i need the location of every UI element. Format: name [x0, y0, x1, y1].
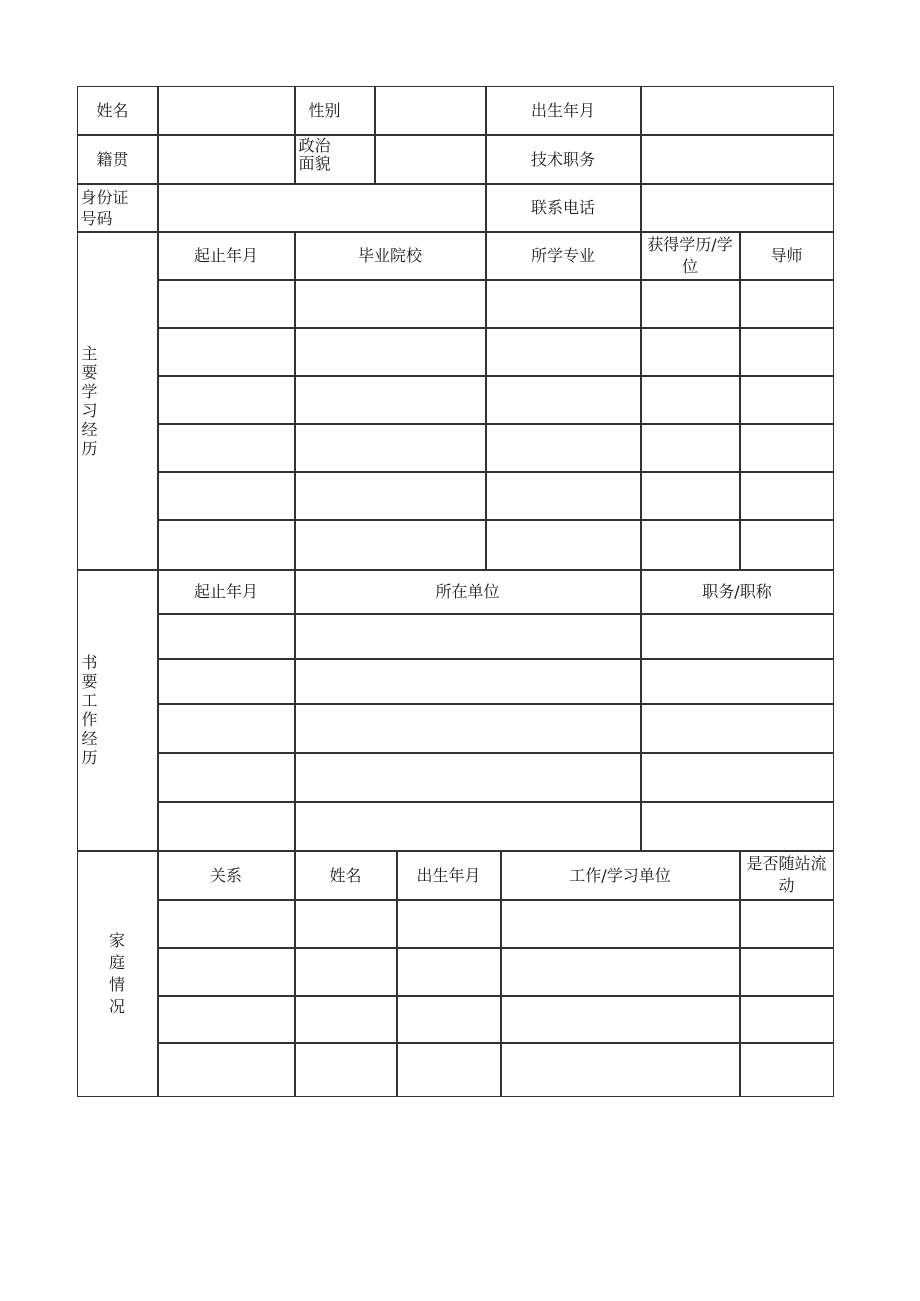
- study-row-4-cell-2[interactable]: [295, 424, 486, 472]
- family-header-birth: [397, 851, 501, 900]
- tech-title-field[interactable]: [641, 135, 834, 184]
- family-row-3-cell-3[interactable]: [397, 996, 501, 1043]
- family-row-1-cell-2[interactable]: [295, 900, 397, 948]
- study-row-3-cell-4[interactable]: [641, 376, 740, 424]
- family-row-2-cell-4[interactable]: [501, 948, 740, 996]
- study-header-degree: [641, 232, 740, 280]
- work-header-employer: [295, 570, 641, 614]
- family-header-birth-text: 出生年月: [416, 865, 481, 885]
- family-row-1-cell-1[interactable]: [158, 900, 295, 948]
- study-row-2-cell-3[interactable]: [486, 328, 641, 376]
- tech-title-label-text: 技术职务: [530, 149, 595, 169]
- study-header-advisor-text: 导师: [770, 246, 803, 265]
- birth-field[interactable]: [641, 86, 834, 135]
- family-row-4-cell-4[interactable]: [501, 1043, 740, 1097]
- work-row-5-cell-3[interactable]: [641, 802, 834, 851]
- work-header-period-text: 起止年月: [193, 582, 258, 601]
- phone-label: [486, 184, 641, 232]
- family-section-label: [77, 851, 158, 1097]
- study-header-period: [158, 232, 295, 280]
- study-row-4-cell-3[interactable]: [486, 424, 641, 472]
- work-row-1-cell-1[interactable]: [158, 614, 295, 659]
- study-row-6-cell-4[interactable]: [641, 520, 740, 570]
- study-row-4-cell-4[interactable]: [641, 424, 740, 472]
- work-header-position: [641, 570, 834, 614]
- work-row-2-cell-3[interactable]: [641, 659, 834, 704]
- study-row-2-cell-5[interactable]: [740, 328, 834, 376]
- family-row-4-cell-3[interactable]: [397, 1043, 501, 1097]
- tech-title-label: [486, 135, 641, 184]
- family-header-relation: [158, 851, 295, 900]
- family-header-name-text: 姓名: [329, 865, 362, 885]
- study-row-1-cell-5[interactable]: [740, 280, 834, 328]
- work-row-3-cell-3[interactable]: [641, 704, 834, 753]
- native-place-label: [77, 135, 158, 184]
- family-row-3-cell-5[interactable]: [740, 996, 834, 1043]
- work-row-5-cell-1[interactable]: [158, 802, 295, 851]
- phone-field[interactable]: [641, 184, 834, 232]
- study-row-6-cell-3[interactable]: [486, 520, 641, 570]
- phone-label-text: 联系电话: [530, 198, 595, 217]
- political-field[interactable]: [375, 135, 486, 184]
- study-row-4-cell-1[interactable]: [158, 424, 295, 472]
- gender-field[interactable]: [375, 86, 486, 135]
- study-row-5-cell-2[interactable]: [295, 472, 486, 520]
- id-number-field[interactable]: [158, 184, 486, 232]
- work-header-period: [158, 570, 295, 614]
- work-row-4-cell-2[interactable]: [295, 753, 641, 802]
- study-row-6-cell-2[interactable]: [295, 520, 486, 570]
- study-row-5-cell-1[interactable]: [158, 472, 295, 520]
- study-row-4-cell-5[interactable]: [740, 424, 834, 472]
- gender-label: [295, 86, 375, 135]
- family-header-employer: [501, 851, 740, 900]
- study-row-3-cell-2[interactable]: [295, 376, 486, 424]
- study-header-school-text: 毕业院校: [357, 246, 422, 265]
- id-number-label: [77, 184, 158, 232]
- family-section-label-text: 家庭情况: [108, 930, 125, 1016]
- study-header-major-text: 所学专业: [530, 246, 595, 265]
- study-row-3-cell-1[interactable]: [158, 376, 295, 424]
- work-row-2-cell-1[interactable]: [158, 659, 295, 704]
- study-header-major: [486, 232, 641, 280]
- study-row-2-cell-4[interactable]: [641, 328, 740, 376]
- study-row-1-cell-4[interactable]: [641, 280, 740, 328]
- work-header-position-text: 职务/职称: [702, 582, 772, 601]
- family-header-employer-text: 工作/学习单位: [569, 865, 671, 885]
- family-row-1-cell-5[interactable]: [740, 900, 834, 948]
- study-header-period-text: 起止年月: [193, 246, 258, 265]
- birth-label-text: 出生年月: [530, 100, 595, 120]
- family-header-relation-text: 关系: [209, 865, 242, 885]
- work-row-4-cell-3[interactable]: [641, 753, 834, 802]
- native-place-field[interactable]: [158, 135, 295, 184]
- gender-label-text: 性别: [308, 100, 341, 120]
- study-header-advisor: [740, 232, 834, 280]
- study-row-6-cell-5[interactable]: [740, 520, 834, 570]
- family-header-mobile: [740, 851, 834, 900]
- work-row-2-cell-2[interactable]: [295, 659, 641, 704]
- family-row-1-cell-3[interactable]: [397, 900, 501, 948]
- work-section-label-text: 书要工作经历: [81, 653, 98, 767]
- study-header-school: [295, 232, 486, 280]
- work-row-1-cell-3[interactable]: [641, 614, 834, 659]
- id-number-label-text: 身份证号码: [80, 187, 129, 228]
- family-header-name: [295, 851, 397, 900]
- study-row-5-cell-4[interactable]: [641, 472, 740, 520]
- work-header-employer-text: 所在单位: [435, 582, 500, 601]
- study-row-6-cell-1[interactable]: [158, 520, 295, 570]
- study-row-3-cell-3[interactable]: [486, 376, 641, 424]
- family-row-3-cell-2[interactable]: [295, 996, 397, 1043]
- family-row-1-cell-4[interactable]: [501, 900, 740, 948]
- study-row-5-cell-3[interactable]: [486, 472, 641, 520]
- birth-label: [486, 86, 641, 135]
- work-section-label: [77, 570, 158, 851]
- study-header-degree-text: 获得学历/学位: [647, 234, 733, 276]
- political-label: [295, 135, 375, 184]
- study-row-2-cell-1[interactable]: [158, 328, 295, 376]
- work-row-4-cell-1[interactable]: [158, 753, 295, 802]
- family-row-2-cell-2[interactable]: [295, 948, 397, 996]
- work-row-1-cell-2[interactable]: [295, 614, 641, 659]
- study-row-1-cell-2[interactable]: [295, 280, 486, 328]
- family-header-mobile-text: 是否随站流动: [746, 854, 827, 895]
- work-row-5-cell-2[interactable]: [295, 802, 641, 851]
- work-row-3-cell-2[interactable]: [295, 704, 641, 753]
- family-row-2-cell-3[interactable]: [397, 948, 501, 996]
- political-label-text: 政治面貌: [298, 135, 331, 173]
- name-label-text: 姓名: [96, 100, 129, 120]
- family-row-3-cell-4[interactable]: [501, 996, 740, 1043]
- native-place-label-text: 籍贯: [96, 149, 129, 169]
- family-row-4-cell-2[interactable]: [295, 1043, 397, 1097]
- work-row-3-cell-1[interactable]: [158, 704, 295, 753]
- study-row-1-cell-1[interactable]: [158, 280, 295, 328]
- family-row-2-cell-1[interactable]: [158, 948, 295, 996]
- name-label: [77, 86, 158, 135]
- study-row-3-cell-5[interactable]: [740, 376, 834, 424]
- study-section-label: [77, 232, 158, 570]
- study-row-1-cell-3[interactable]: [486, 280, 641, 328]
- family-row-4-cell-1[interactable]: [158, 1043, 295, 1097]
- study-row-5-cell-5[interactable]: [740, 472, 834, 520]
- family-row-3-cell-1[interactable]: [158, 996, 295, 1043]
- family-row-4-cell-5[interactable]: [740, 1043, 834, 1097]
- study-row-2-cell-2[interactable]: [295, 328, 486, 376]
- study-section-label-text: 主要学习经历: [81, 343, 98, 458]
- family-row-2-cell-5[interactable]: [740, 948, 834, 996]
- name-field[interactable]: [158, 86, 295, 135]
